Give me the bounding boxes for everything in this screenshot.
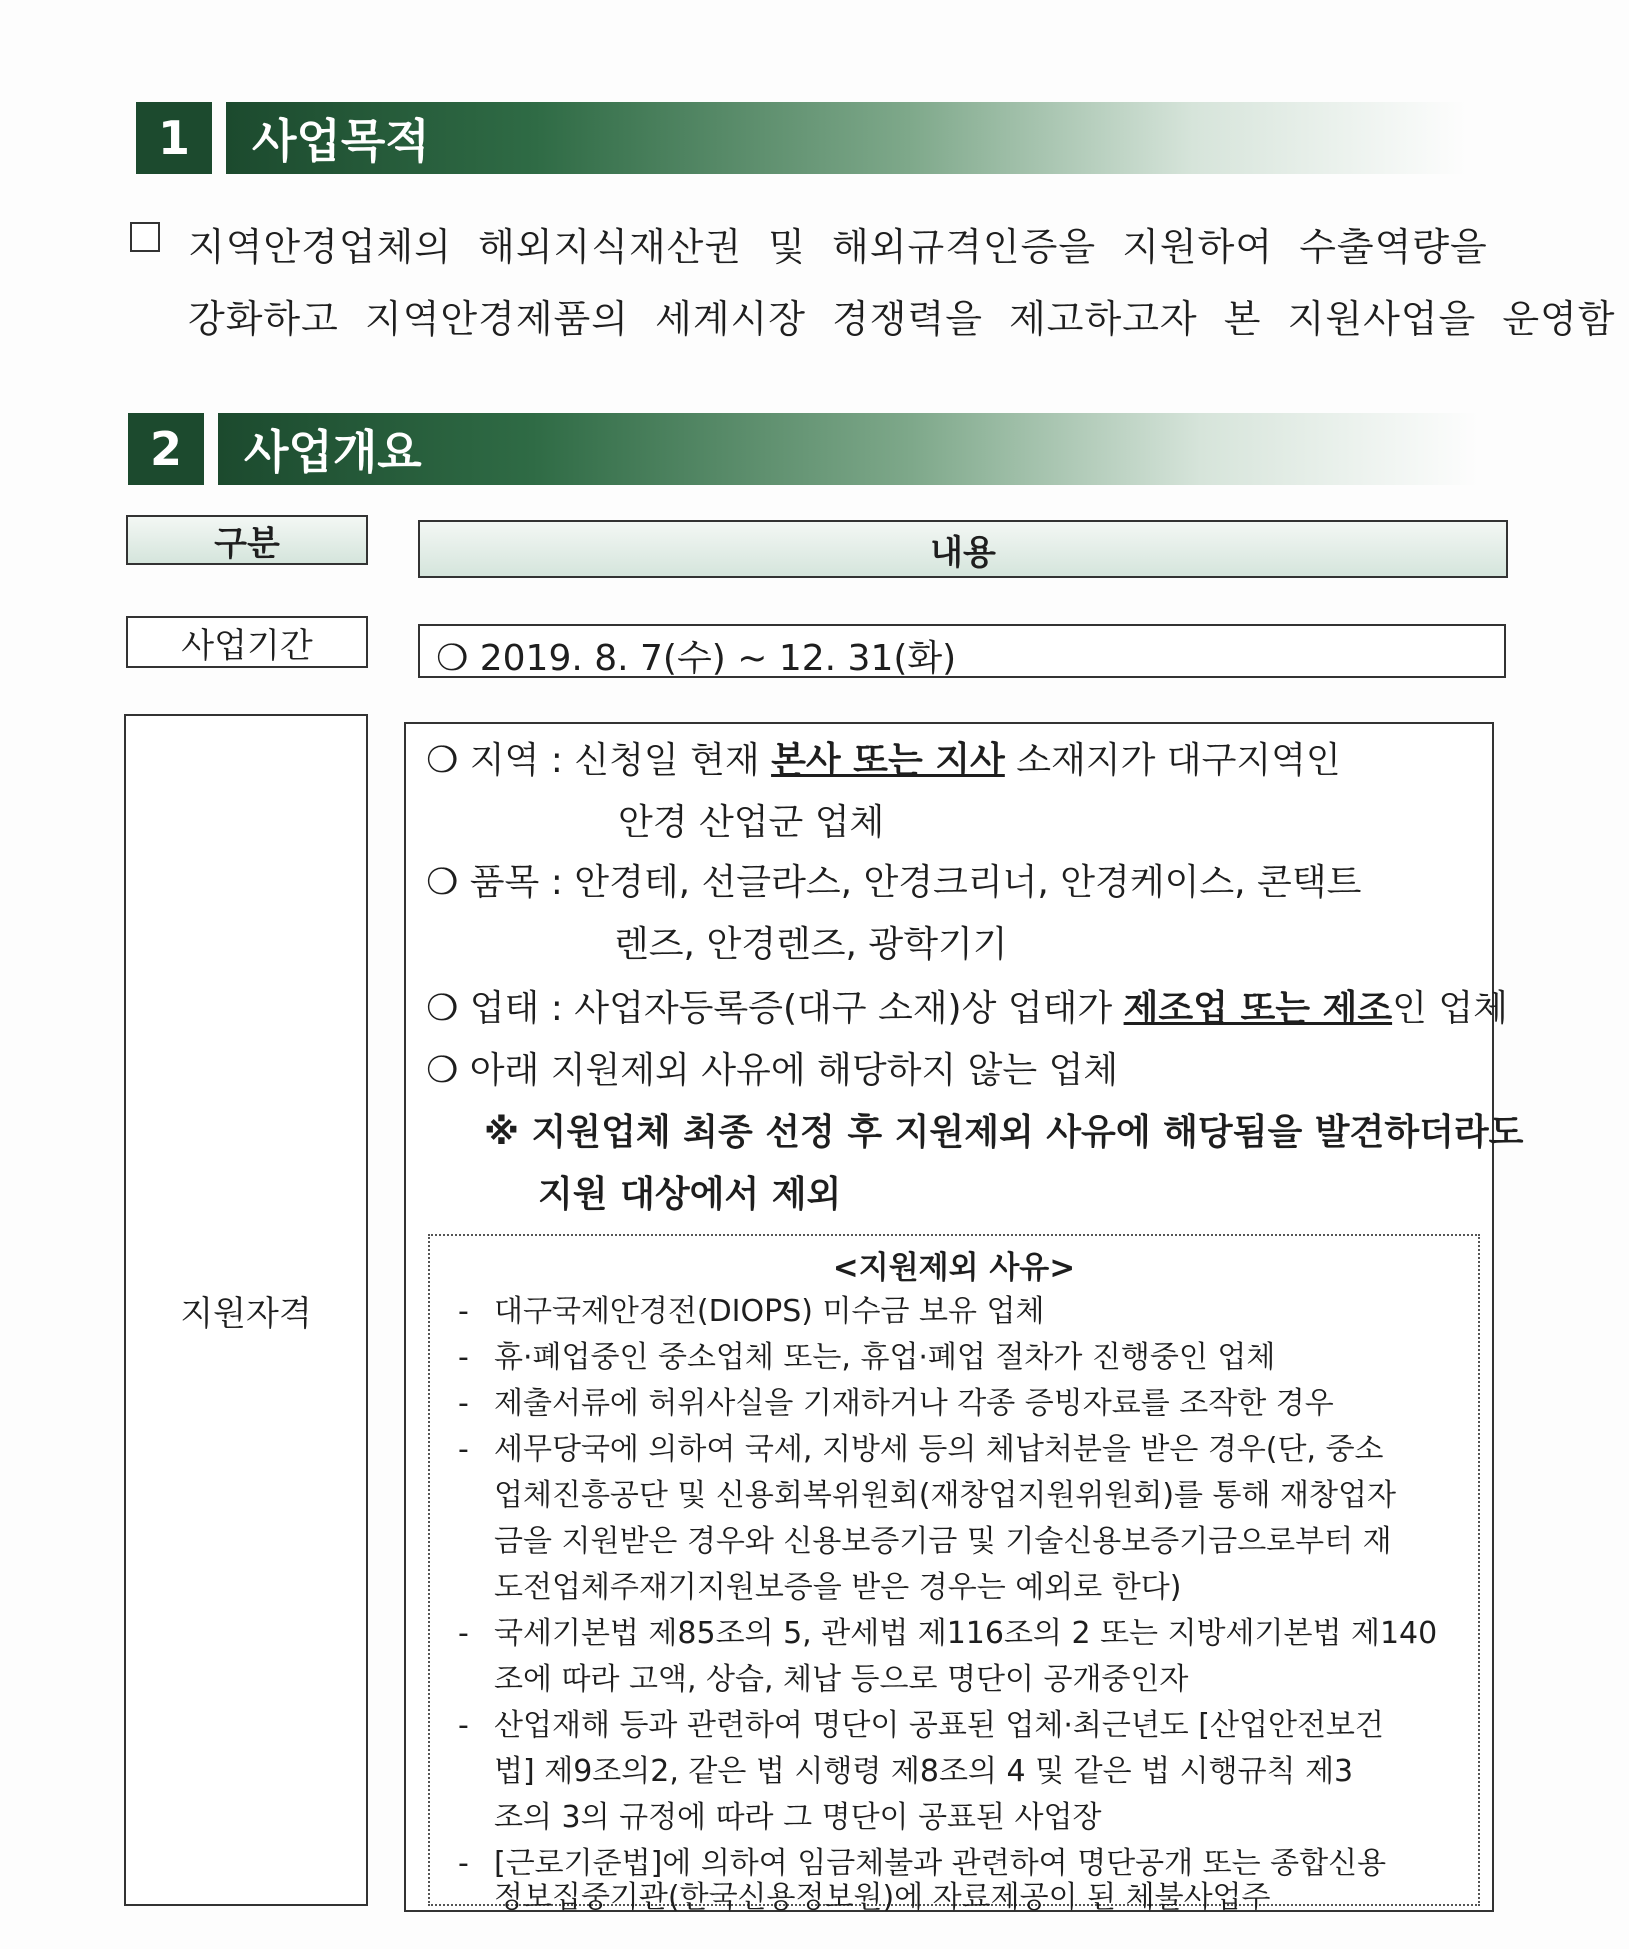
exclusion-title: <지원제외 사유> bbox=[832, 1250, 1076, 1286]
exclusion-item-cont: 조에 따라 고액, 상습, 체납 등으로 명단이 공개중인자 bbox=[494, 1662, 1189, 1697]
bullet-icon: ❍ bbox=[436, 638, 469, 679]
period-label: 사업기간 bbox=[126, 616, 368, 668]
bullet-icon: ❍ bbox=[426, 862, 459, 903]
exclusion-item: - 제출서류에 허위사실을 기재하거나 각종 증빙자료를 조작한 경우 bbox=[458, 1386, 1334, 1421]
section-2-number: 2 bbox=[128, 413, 204, 485]
exclusion-item-cont: 업체진흥공단 및 신용회복위원회(재창업지원위원회)를 통해 재창업자 bbox=[494, 1478, 1396, 1513]
exclusion-item: - 대구국제안경전(DIOPS) 미수금 보유 업체 bbox=[458, 1294, 1045, 1329]
region-line-2: 안경 산업군 업체 bbox=[618, 802, 885, 843]
header-category: 구분 bbox=[126, 515, 368, 565]
section-1-title: 사업목적 bbox=[226, 102, 1466, 174]
biz-emph: 제조업 또는 제조 bbox=[1123, 988, 1393, 1029]
region-line bbox=[426, 732, 1341, 783]
biz-tail: 인 업체 bbox=[1392, 988, 1508, 1029]
header-content: 내용 bbox=[418, 520, 1508, 578]
purpose-line-1: 지역안경업체의 해외지식재산권 및 해외규격인증을 지원하여 수출역량을 bbox=[188, 225, 1488, 269]
exclusion-item-cont: 정보집중기관(한국신용정보원)에 자료제공이 된 체불사업주 bbox=[494, 1880, 1271, 1915]
region-head: 지역 : 신청일 현재 bbox=[469, 740, 772, 781]
items-line-2: 렌즈, 안경렌즈, 광학기기 bbox=[614, 924, 1008, 965]
section-1-number: 1 bbox=[136, 102, 212, 174]
biz-head: 업태 : 사업자등록증(대구 소재)상 업태가 bbox=[469, 988, 1124, 1029]
eligibility-content bbox=[404, 722, 1524, 1915]
region-tail: 소재지가 대구지역인 bbox=[1004, 740, 1341, 781]
exclusion-condition-text: 아래 지원제외 사유에 해당하지 않는 업체 bbox=[469, 1050, 1119, 1091]
period-value bbox=[436, 630, 956, 681]
note-line-2: 지원 대상에서 제외 bbox=[538, 1174, 842, 1215]
period-text: 2019. 8. 7(수) ~ 12. 31(화) bbox=[479, 638, 957, 679]
exclusion-item: - 국세기본법 제85조의 5, 관세법 제116조의 2 또는 지방세기본법 제140 bbox=[458, 1616, 1438, 1651]
checkbox-icon bbox=[130, 222, 160, 252]
region-emph: 본사 또는 지사 bbox=[771, 740, 1005, 781]
exclusion-box bbox=[428, 1234, 1480, 1915]
exclusion-item-cont: 법] 제9조의2, 같은 법 시행령 제8조의 4 및 같은 법 시행규칙 제3 bbox=[494, 1754, 1354, 1789]
exclusion-item: - 세무당국에 의하여 국세, 지방세 등의 체납처분을 받은 경우(단, 중소 bbox=[458, 1432, 1384, 1467]
bullet-icon: ❍ bbox=[426, 1050, 459, 1091]
section-2-title: 사업개요 bbox=[218, 413, 1478, 485]
eligibility-label: 지원자격 bbox=[124, 714, 368, 1906]
purpose-line-2: 강화하고 지역안경제품의 세계시장 경쟁력을 제고하고자 본 지원사업을 운영함 bbox=[188, 297, 1616, 341]
period-content bbox=[418, 624, 1506, 678]
exclusion-item: - 산업재해 등과 관련하여 명단이 공표된 업체·최근년도 [산업안전보건 bbox=[458, 1708, 1384, 1743]
exclusion-item-cont: 금을 지원받은 경우와 신용보증기금 및 기술신용보증기금으로부터 재 bbox=[494, 1524, 1392, 1559]
biz-line bbox=[426, 980, 1508, 1031]
exclusion-item: - 휴·폐업중인 중소업체 또는, 휴업·폐업 절차가 진행중인 업체 bbox=[458, 1340, 1276, 1375]
exclusion-item-cont: 도전업체주재기지원보증을 받은 경우는 예외로 한다) bbox=[494, 1570, 1182, 1605]
note-line-1: ※ 지원업체 최종 선정 후 지원제외 사유에 해당됨을 발견하더라도 bbox=[484, 1112, 1524, 1153]
items-head: 품목 : 안경테, 선글라스, 안경크리너, 안경케이스, 콘택트 bbox=[469, 862, 1362, 903]
exclusion-item-cont: 조의 3의 규정에 따라 그 명단이 공표된 사업장 bbox=[494, 1800, 1102, 1835]
items-line bbox=[426, 854, 1361, 905]
bullet-icon: ❍ bbox=[426, 988, 459, 1029]
exclusion-condition-line bbox=[426, 1042, 1118, 1093]
exclusion-item: - [근로기준법]에 의하여 임금체불과 관련하여 명단공개 또는 종합신용 bbox=[458, 1846, 1387, 1881]
bullet-icon: ❍ bbox=[426, 740, 459, 781]
